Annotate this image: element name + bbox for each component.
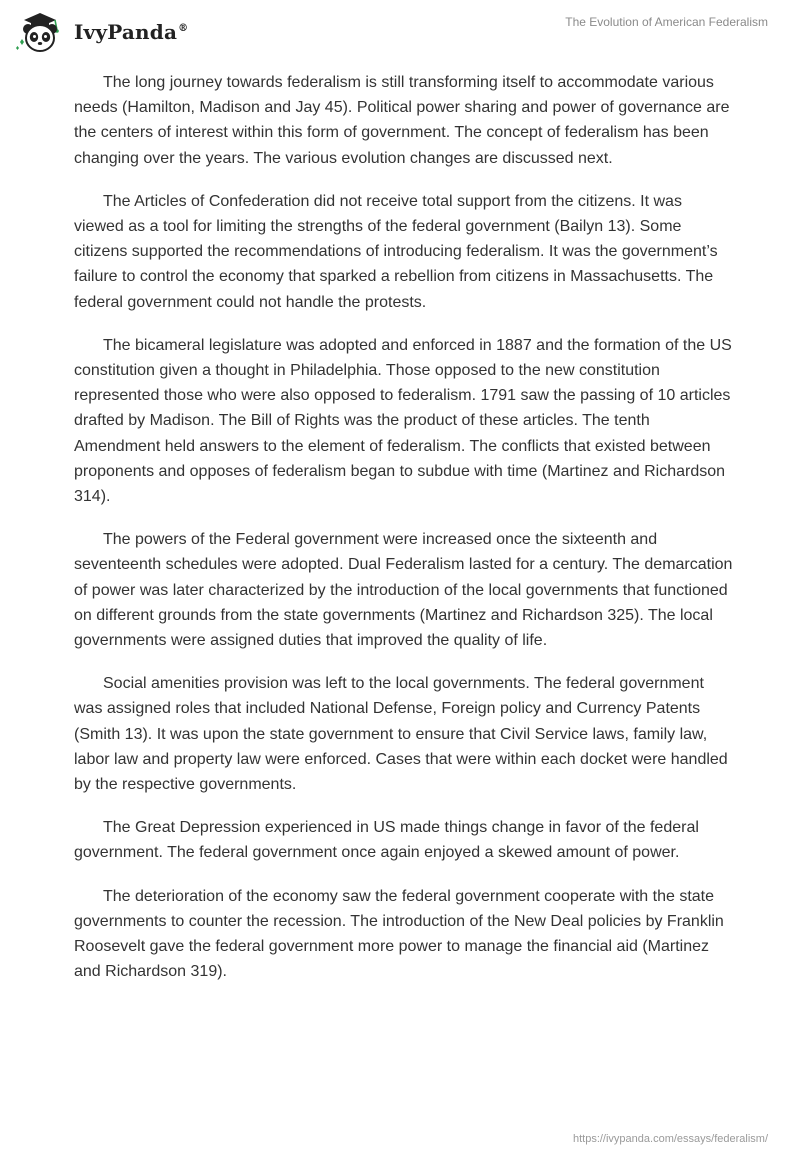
paragraph-3: The bicameral legislature was adopted and enforced in 1887 and the formation of the US constitution given a thought in Philadelphia. Those opposed to the new constitution represented those who were also opposed to federalism. 1791 saw the passing of 10 articles drafted by Madison. The Bill of Rights was the product of these articles. The tenth Amendment held answers to the element of federalism. The conflicts that existed between proponents and opposes of federalism began to subdue with time (Martinez and Richardson 314). — [74, 336, 732, 506]
brand-name: IvyPanda® — [74, 20, 189, 44]
source-url[interactable]: https://ivypanda.com/essays/federalism/ — [572, 1133, 768, 1145]
registered-mark: ® — [178, 23, 189, 35]
panda-graduation-cap-icon — [14, 10, 66, 54]
paragraph-5: Social amenities provision was left to the local governments. The federal government was assigned roles that included National Defense, Foreign policy and Currency Patents (Smith 13). It was upon the state government to ensure that Civil Service laws, family law, labor law and property law were enforced. Cases that were within each docket were handled by the respective governments. — [74, 675, 728, 794]
paragraph-2: The Articles of Confederation did not receive total support from the citizens. It was viewed as a tool for limiting the strengths of the federal government (Bailyn 13). Some citizens supported the recommendations of introducing federalism. It was the government’s failure to control the economy that sparked a rebellion from citizens in Massachusetts. The federal government could not handle the protests. — [74, 192, 718, 311]
essay-body — [74, 70, 734, 1003]
paragraph-4: The powers of the Federal government were increased once the sixteenth and seventeenth schedules were adopted. Dual Federalism lasted for a century. The demarcation of power was later characterized by the introduction of the local governments that functioned on different grounds from the state governments (Martinez and Richardson 325). The local governments were assigned duties that improved the quality of life. — [74, 531, 733, 650]
brand-logo[interactable] — [14, 10, 188, 54]
document-title: The Evolution of American Federalism — [565, 15, 768, 29]
paragraph-7: The deterioration of the economy saw the federal government cooperate with the state governments to counter the recession. The introduction of the New Deal policies by Franklin Roosevelt gave the federal government more power to manage the financial aid (Martinez and Richardson 319). — [74, 887, 724, 981]
paragraph-1: The long journey towards federalism is still transforming itself to accommodate various needs (Hamilton, Madison and Jay 45). Political power sharing and power of governance are the centers of interest within this form of government. The concept of federalism has been changing over the years. The various evolution changes are discussed next. — [74, 74, 730, 167]
page-header — [0, 0, 800, 60]
paragraph-6: The Great Depression experienced in US made things change in favor of the federal government. The federal government once again enjoyed a skewed amount of power. — [74, 819, 699, 862]
